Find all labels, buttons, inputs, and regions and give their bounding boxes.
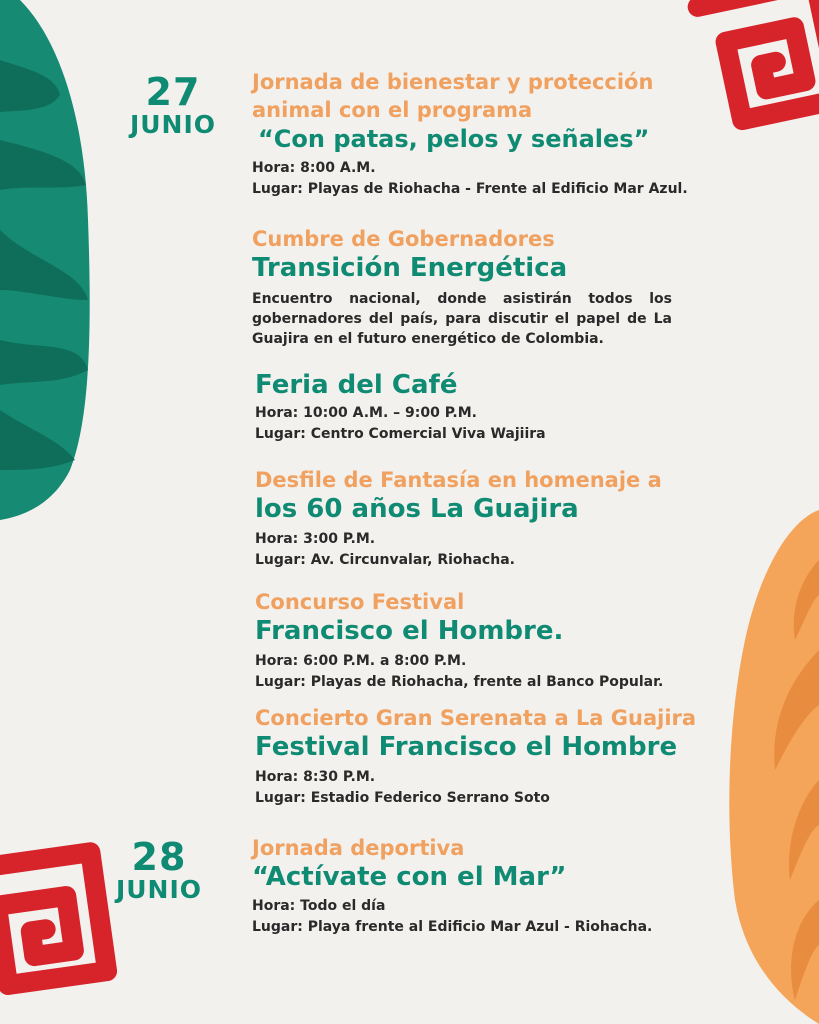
teal-blob-shape: [0, 0, 90, 520]
event-lugar: Lugar: Playa frente al Edificio Mar Azul - Riohacha.: [252, 919, 653, 935]
event-info: [255, 403, 705, 445]
event-lugar: Lugar: Playas de Riohacha - Frente al Edificio Mar Azul.: [252, 181, 688, 197]
event-concurso-festival: [255, 588, 705, 693]
date-badge-28: [108, 835, 210, 904]
event-hora: Hora: Todo el día: [252, 898, 386, 914]
event-title: los 60 años La Guajira: [255, 494, 579, 524]
event-subtitle: Desfile de Fantasía en homenaje a: [255, 468, 662, 492]
event-title: Francisco el Hombre.: [255, 616, 564, 646]
event-title: Festival Francisco el Hombre: [255, 732, 678, 762]
event-cumbre-gobernadores: [252, 225, 702, 349]
event-bienestar-animal: [252, 68, 702, 200]
event-subtitle: [252, 68, 702, 124]
event-lugar: Lugar: Av. Circunvalar, Riohacha.: [255, 552, 515, 568]
event-lugar: Lugar: Estadio Federico Serrano Soto: [255, 790, 550, 806]
event-info: [255, 767, 735, 809]
date-month: JUNIO: [115, 875, 203, 904]
spiral-logo-icon: [698, 0, 819, 124]
event-hora: Hora: 10:00 A.M. – 9:00 P.M.: [255, 405, 477, 421]
event-info: [255, 529, 705, 571]
event-hora: Hora: 8:00 A.M.: [252, 160, 376, 176]
subtitle-line: animal con el programa: [252, 98, 533, 122]
subtitle-line: Jornada de bienestar y protección: [252, 70, 654, 94]
event-description: Encuentro nacional, donde asistirán todos los gobernadores del país, para discutir el papel de La Guajira en el futuro energético de Colombia.: [252, 291, 672, 347]
event-concierto-serenata: [255, 704, 735, 809]
orange-blob-shape: [729, 510, 819, 1024]
event-feria-cafe: [255, 370, 705, 445]
event-subtitle: Concurso Festival: [255, 590, 465, 614]
date-day: 27: [145, 70, 201, 114]
event-lugar: Lugar: Centro Comercial Viva Wajiira: [255, 426, 546, 442]
event-desfile-fantasia: [255, 466, 705, 571]
event-title: “Con patas, pelos y señales”: [258, 125, 650, 153]
event-lugar: Lugar: Playas de Riohacha, frente al Banco Popular.: [255, 674, 664, 690]
event-title: Transición Energética: [252, 253, 568, 283]
date-month: JUNIO: [129, 110, 217, 139]
event-info: [252, 158, 702, 200]
event-hora: Hora: 3:00 P.M.: [255, 531, 376, 547]
event-subtitle: Concierto Gran Serenata a La Guajira: [255, 706, 697, 730]
event-subtitle: Cumbre de Gobernadores: [252, 227, 555, 251]
event-subtitle: Jornada deportiva: [252, 836, 465, 860]
spiral-logo-icon: [0, 852, 107, 988]
date-day: 28: [131, 835, 187, 879]
event-info: [255, 651, 705, 693]
event-hora: Hora: 6:00 P.M. a 8:00 P.M.: [255, 653, 467, 669]
event-title: “Actívate con el Mar”: [252, 862, 567, 892]
event-jornada-deportiva: [252, 834, 702, 938]
event-info: [252, 896, 702, 938]
date-badge-27: [122, 70, 224, 139]
event-title: Feria del Café: [255, 370, 458, 400]
event-hora: Hora: 8:30 P.M.: [255, 769, 376, 785]
